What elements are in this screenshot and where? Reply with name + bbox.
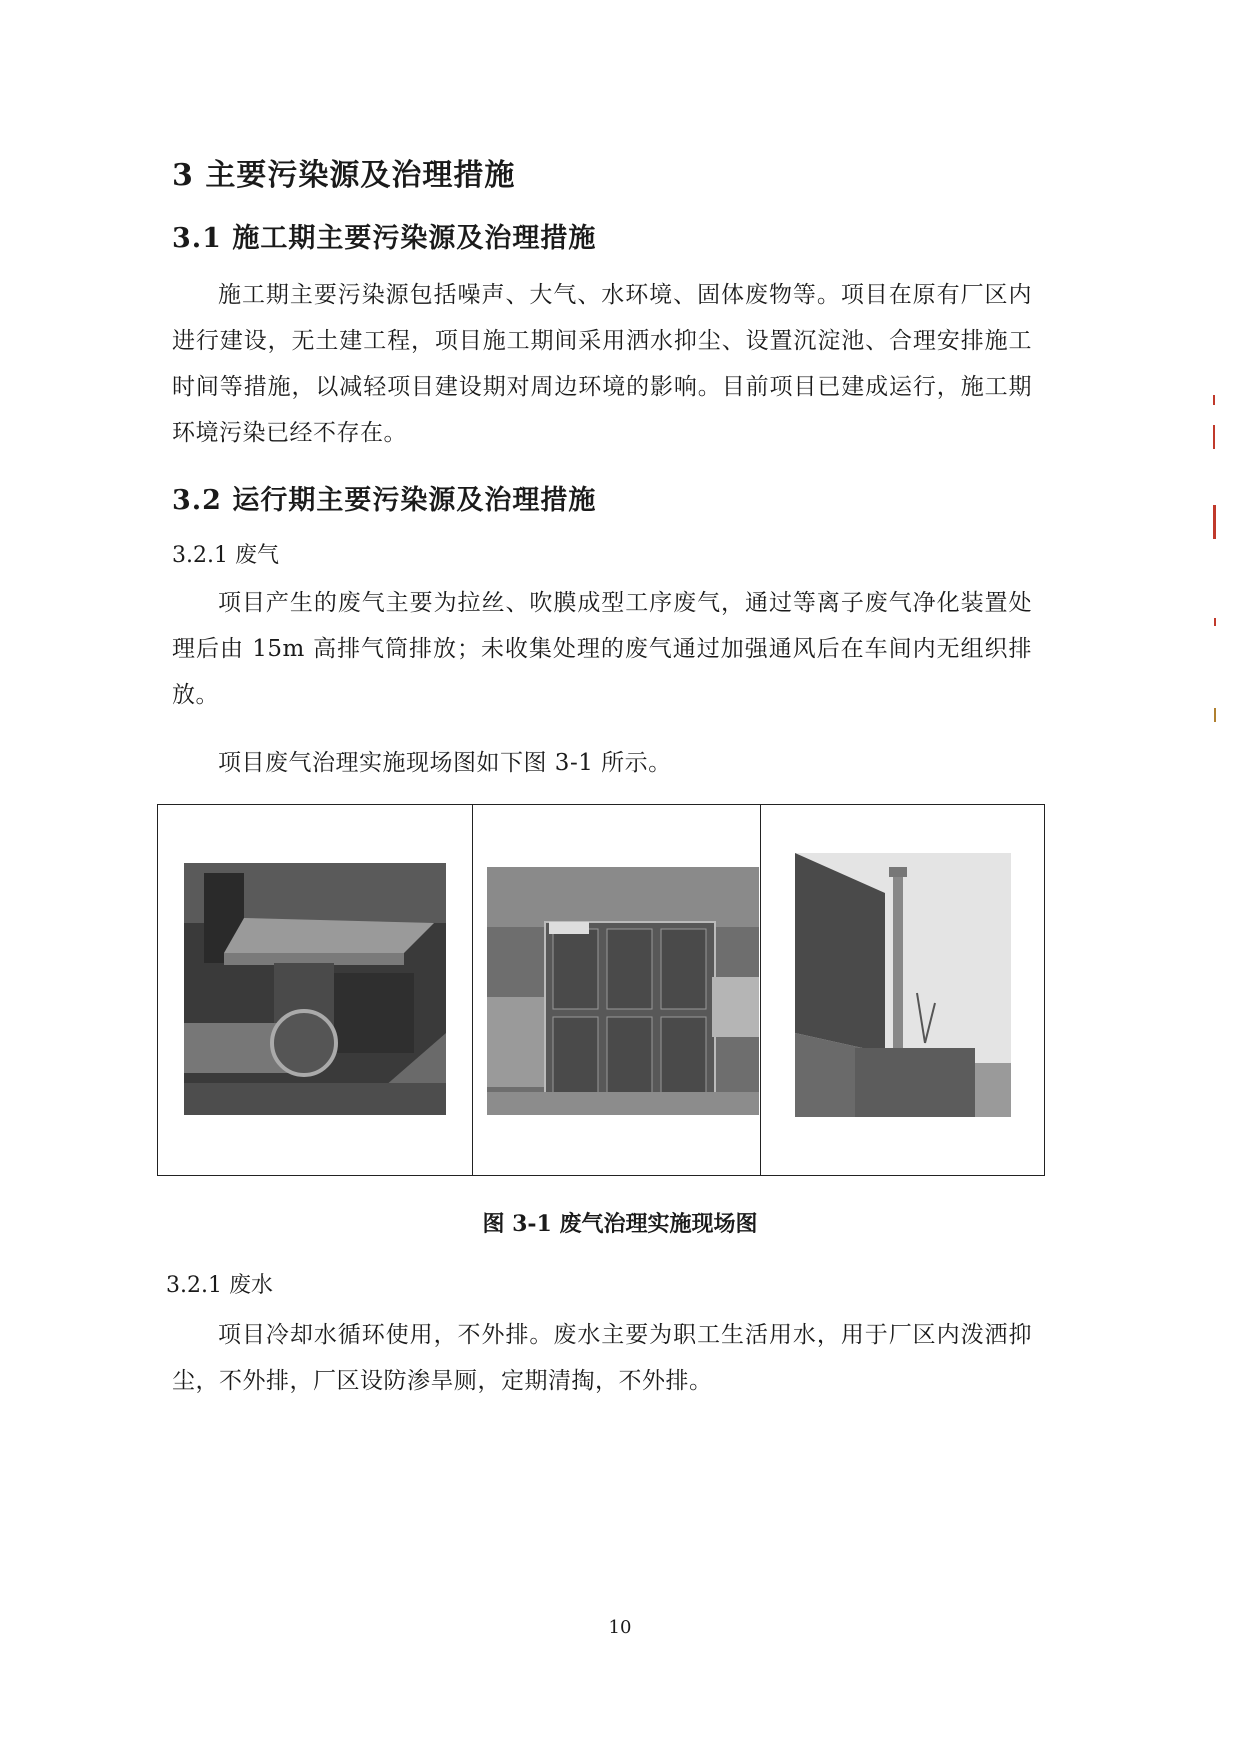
photo-extrusion-hood	[184, 863, 446, 1115]
subsection-wastewater-heading: 3.2.1 废水	[166, 1273, 273, 1298]
section-3-1-paragraph: 施工期主要污染源包括噪声、大气、水环境、固体废物等。项目在原有厂区内进行建设，无土建工程，项目施工期间采用洒水抑尘、设置沉淀池、合理安排施工时间等措施，以减轻项目建设期对周边环境的影响。目前项目已建成运行，施工期环境污染已经不存在。	[172, 282, 1032, 446]
scan-mark	[1214, 708, 1216, 722]
subsection-waste-gas-heading: 3.2.1 废气	[172, 543, 279, 568]
photo-plasma-purifier	[487, 867, 759, 1115]
scan-mark	[1213, 395, 1215, 405]
section-3-1-heading: 3.1 施工期主要污染源及治理措施	[172, 223, 597, 254]
scan-mark	[1213, 425, 1215, 449]
scan-mark	[1214, 618, 1216, 626]
figure-3-1	[157, 804, 1045, 1176]
scan-mark	[1213, 505, 1216, 539]
figure-cell-3	[760, 805, 1044, 1175]
wastewater-paragraph: 项目冷却水循环使用，不外排。废水主要为职工生活用水，用于厂区内泼洒抑尘，不外排，厂区设防渗旱厕，定期清掏，不外排。	[172, 1322, 1032, 1394]
waste-gas-paragraph: 项目产生的废气主要为拉丝、吹膜成型工序废气，通过等离子废气净化装置处理后由 15m 高排气筒排放；未收集处理的废气通过加强通风后在车间内无组织排放。	[172, 590, 1032, 708]
page-number: 10	[608, 1617, 632, 1638]
section-3-2-heading: 3.2 运行期主要污染源及治理措施	[172, 485, 597, 516]
figure-caption: 图 3-1 废气治理实施现场图	[482, 1211, 758, 1237]
figure-cell-1	[158, 805, 472, 1175]
chapter-heading: 3 主要污染源及治理措施	[172, 158, 516, 193]
figure-intro-paragraph: 项目废气治理实施现场图如下图 3-1 所示。	[218, 750, 672, 776]
photo-exhaust-stack	[795, 853, 1011, 1117]
figure-cell-2	[472, 805, 759, 1175]
